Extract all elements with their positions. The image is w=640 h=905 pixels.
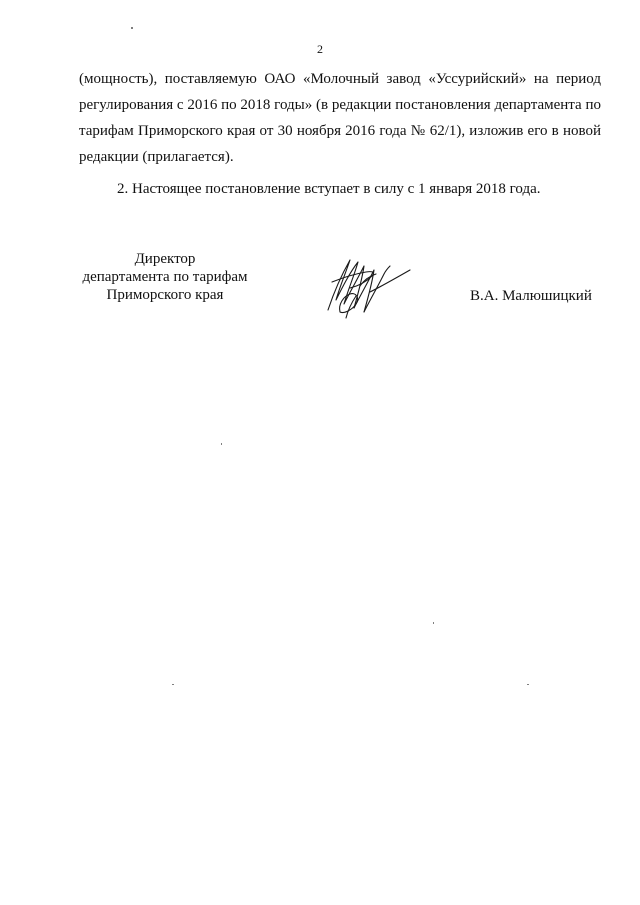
scan-speck <box>433 622 434 624</box>
paragraph-continuation: (мощность), поставляемую ОАО «Молочный завод «Уссурийский» на период регулирования с 2016 по 2018 годы» (в редакции постановления департамента по тарифам Приморского края от 30 ноября 2016 года № 62/1), изложив его в новой редакции (прилагается). <box>79 71 601 165</box>
page-number: 2 <box>317 42 323 56</box>
scan-speck <box>221 443 222 445</box>
paragraph-effective-date: 2. Настоящее постановление вступает в силу с 1 января 2018 года. <box>117 181 541 197</box>
position-line-1: Директор <box>134 251 196 267</box>
scan-speck <box>172 684 174 685</box>
scan-speck <box>131 27 133 29</box>
position-line-2: департамента по тарифам <box>82 269 248 285</box>
position-line-3: Приморского края <box>106 287 224 303</box>
signatory-position <box>70 250 260 304</box>
scan-speck <box>527 684 529 685</box>
document-body <box>79 66 601 202</box>
signatory-name: В.А. Малюшицкий <box>470 288 592 304</box>
handwritten-signature <box>320 252 415 322</box>
